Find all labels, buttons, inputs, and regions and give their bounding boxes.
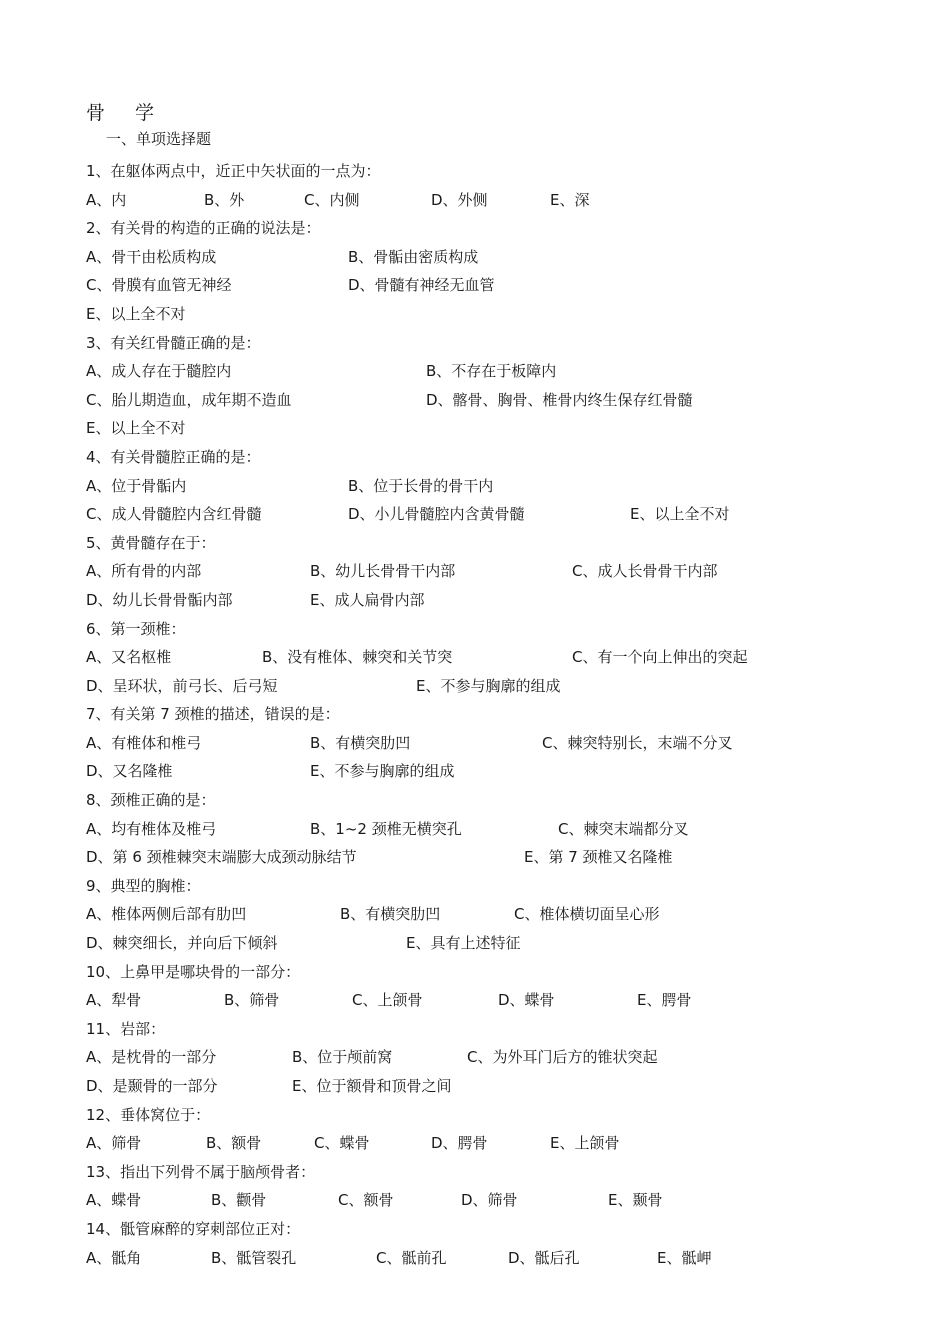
option-d: D、呈环状，前弓长、后弓短 bbox=[86, 676, 278, 695]
option-b: B、筛骨 bbox=[224, 991, 280, 1010]
question-9 bbox=[86, 872, 906, 958]
option-e: E、深 bbox=[550, 190, 590, 209]
option-row bbox=[86, 815, 906, 844]
option-c: C、内侧 bbox=[304, 190, 360, 209]
option-e: E、腭骨 bbox=[637, 991, 692, 1010]
option-a: A、有椎体和椎弓 bbox=[86, 733, 202, 752]
option-d: D、外侧 bbox=[431, 190, 488, 209]
option-b: B、骨骺由密质构成 bbox=[348, 247, 479, 266]
option-b: B、骶管裂孔 bbox=[211, 1248, 297, 1267]
option-d: D、小儿骨髓腔内含黄骨髓 bbox=[348, 505, 525, 524]
question-stem: 6、第一颈椎： bbox=[86, 619, 186, 638]
option-a: A、均有椎体及椎弓 bbox=[86, 819, 217, 838]
option-row bbox=[86, 757, 906, 786]
option-row bbox=[86, 386, 906, 415]
option-d: D、幼儿长骨骨骺内部 bbox=[86, 590, 233, 609]
option-b: B、1~2 颈椎无横突孔 bbox=[310, 819, 462, 838]
question-stem: 13、指出下列骨不属于脑颅骨者： bbox=[86, 1162, 316, 1181]
question-5 bbox=[86, 529, 906, 615]
option-c: C、上颌骨 bbox=[352, 991, 423, 1010]
option-row bbox=[86, 1072, 906, 1101]
question-stem: 11、岩部： bbox=[86, 1019, 166, 1038]
option-a: A、内 bbox=[86, 190, 127, 209]
question-2 bbox=[86, 214, 906, 328]
option-a: A、犁骨 bbox=[86, 991, 142, 1010]
option-c: C、成人长骨骨干内部 bbox=[572, 562, 718, 581]
option-row bbox=[86, 1244, 906, 1273]
option-row bbox=[86, 271, 906, 300]
option-b: B、幼儿长骨骨干内部 bbox=[310, 562, 456, 581]
option-c: C、骶前孔 bbox=[376, 1248, 447, 1267]
option-e: E、以上全不对 bbox=[630, 505, 730, 524]
option-row bbox=[86, 414, 906, 443]
option-c: C、成人骨髓腔内含红骨髓 bbox=[86, 505, 262, 524]
option-c: C、棘突末端都分叉 bbox=[558, 819, 689, 838]
option-d: D、筛骨 bbox=[461, 1191, 518, 1210]
option-a: A、所有骨的内部 bbox=[86, 562, 202, 581]
option-d: D、腭骨 bbox=[431, 1134, 488, 1153]
option-a: A、位于骨骺内 bbox=[86, 476, 187, 495]
page-title: 骨 学 bbox=[86, 102, 167, 124]
option-a: A、骶角 bbox=[86, 1248, 142, 1267]
option-d: D、骶后孔 bbox=[508, 1248, 580, 1267]
option-e: E、以上全不对 bbox=[86, 419, 186, 438]
option-b: B、不存在于板障内 bbox=[426, 362, 557, 381]
question-stem: 9、典型的胸椎： bbox=[86, 876, 201, 895]
question-12 bbox=[86, 1101, 906, 1158]
option-b: B、位于长骨的骨干内 bbox=[348, 476, 494, 495]
option-b: B、没有椎体、棘突和关节突 bbox=[262, 648, 453, 667]
option-b: B、外 bbox=[204, 190, 245, 209]
option-b: B、有横突肋凹 bbox=[310, 733, 411, 752]
option-e: E、颞骨 bbox=[608, 1191, 663, 1210]
option-row bbox=[86, 1186, 906, 1215]
option-c: C、椎体横切面呈心形 bbox=[514, 905, 660, 924]
question-7 bbox=[86, 700, 906, 786]
question-stem: 10、上鼻甲是哪块骨的一部分： bbox=[86, 962, 301, 981]
option-a: A、又名枢椎 bbox=[86, 648, 172, 667]
question-list bbox=[86, 157, 906, 1272]
option-b: B、有横突肋凹 bbox=[340, 905, 441, 924]
option-e: E、成人扁骨内部 bbox=[310, 590, 425, 609]
option-d: D、蝶骨 bbox=[498, 991, 555, 1010]
option-a: A、是枕骨的一部分 bbox=[86, 1048, 217, 1067]
option-a: A、成人存在于髓腔内 bbox=[86, 362, 232, 381]
question-4 bbox=[86, 443, 906, 529]
option-d: D、是颞骨的一部分 bbox=[86, 1077, 218, 1095]
option-e: E、不参与胸廓的组成 bbox=[416, 676, 561, 695]
option-row bbox=[86, 900, 906, 929]
option-d: D、第 6 颈椎棘突末端膨大成颈动脉结节 bbox=[86, 848, 357, 867]
option-a: A、骨干由松质构成 bbox=[86, 247, 217, 266]
question-13 bbox=[86, 1158, 906, 1215]
option-row bbox=[86, 357, 906, 386]
question-stem: 8、颈椎正确的是： bbox=[86, 791, 216, 810]
option-row bbox=[86, 1129, 906, 1158]
option-c: C、骨膜有血管无神经 bbox=[86, 276, 232, 295]
option-c: C、蝶骨 bbox=[314, 1134, 370, 1153]
option-row bbox=[86, 557, 906, 586]
option-row bbox=[86, 672, 906, 701]
option-row bbox=[86, 986, 906, 1015]
question-stem: 3、有关红骨髓正确的是： bbox=[86, 333, 261, 352]
question-stem: 5、黄骨髓存在于： bbox=[86, 533, 216, 552]
option-a: A、椎体两侧后部有肋凹 bbox=[86, 905, 247, 924]
option-row bbox=[86, 586, 906, 615]
option-row bbox=[86, 643, 906, 672]
option-c: C、棘突特别长，末端不分叉 bbox=[542, 733, 733, 752]
question-stem: 12、垂体窝位于： bbox=[86, 1105, 211, 1124]
option-c: C、为外耳门后方的锥状突起 bbox=[467, 1048, 658, 1067]
option-e: E、以上全不对 bbox=[86, 304, 186, 323]
option-row bbox=[86, 843, 906, 872]
question-1 bbox=[86, 157, 906, 214]
question-stem: 4、有关骨髓腔正确的是： bbox=[86, 447, 261, 466]
option-c: C、额骨 bbox=[338, 1191, 394, 1210]
question-stem: 14、骶管麻醉的穿刺部位正对： bbox=[86, 1219, 301, 1238]
question-stem: 2、有关骨的构造的正确的说法是： bbox=[86, 219, 321, 238]
option-c: C、有一个向上伸出的突起 bbox=[572, 648, 748, 667]
option-e: E、第 7 颈椎又名隆椎 bbox=[524, 848, 673, 867]
section-heading: 一、单项选择题 bbox=[106, 130, 212, 148]
option-a: A、筛骨 bbox=[86, 1134, 142, 1153]
option-d: D、又名隆椎 bbox=[86, 762, 173, 781]
option-e: E、位于额骨和顶骨之间 bbox=[292, 1077, 452, 1095]
question-3 bbox=[86, 329, 906, 443]
question-14 bbox=[86, 1215, 906, 1272]
option-c: C、胎儿期造血，成年期不造血 bbox=[86, 390, 292, 409]
option-row bbox=[86, 186, 906, 215]
option-e: E、上颌骨 bbox=[550, 1134, 620, 1153]
question-6 bbox=[86, 615, 906, 701]
option-row bbox=[86, 929, 906, 958]
question-stem: 7、有关第 7 颈椎的描述，错误的是： bbox=[86, 705, 340, 724]
question-11 bbox=[86, 1015, 906, 1101]
question-stem: 1、在躯体两点中，近正中矢状面的一点为： bbox=[86, 162, 381, 180]
option-row bbox=[86, 300, 906, 329]
option-row bbox=[86, 243, 906, 272]
option-a: A、蝶骨 bbox=[86, 1191, 142, 1210]
option-e: E、骶岬 bbox=[657, 1248, 712, 1267]
option-b: B、颧骨 bbox=[211, 1191, 267, 1210]
option-d: D、骨髓有神经无血管 bbox=[348, 276, 495, 295]
option-d: D、棘突细长，并向后下倾斜 bbox=[86, 934, 278, 953]
option-b: B、额骨 bbox=[206, 1134, 262, 1153]
question-10 bbox=[86, 958, 906, 1015]
question-8 bbox=[86, 786, 906, 872]
option-e: E、具有上述特征 bbox=[406, 934, 521, 953]
option-d: D、髂骨、胸骨、椎骨内终生保存红骨髓 bbox=[426, 390, 693, 409]
option-row bbox=[86, 1043, 906, 1072]
option-row bbox=[86, 472, 906, 501]
option-row bbox=[86, 500, 906, 529]
option-b: B、位于颅前窝 bbox=[292, 1048, 393, 1067]
option-row bbox=[86, 729, 906, 758]
option-e: E、不参与胸廓的组成 bbox=[310, 762, 455, 781]
